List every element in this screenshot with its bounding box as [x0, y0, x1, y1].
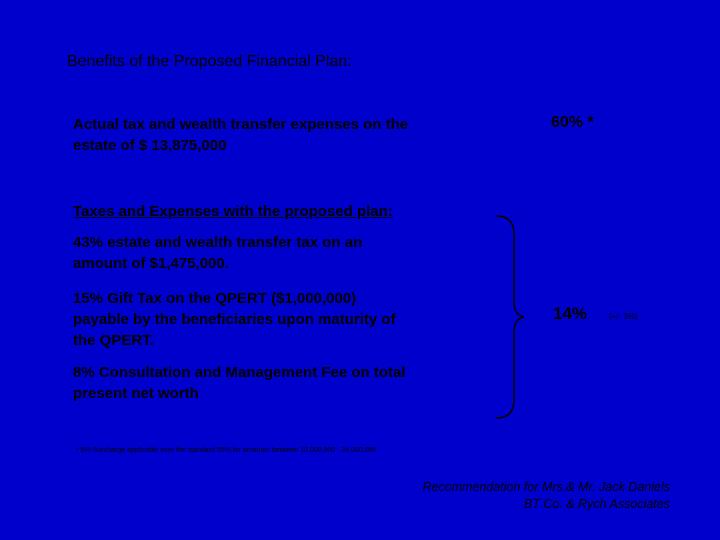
actual-expenses-line-1: Actual tax and wealth transfer expenses on the	[73, 116, 409, 133]
right-brace	[494, 214, 524, 420]
signature-line-2: BT Co. & Rych Associates	[523, 497, 670, 511]
signature	[422, 479, 670, 513]
proposed-heading: Taxes and Expenses with the proposed plan:	[73, 203, 393, 220]
item-gift-tax-line-2: payable by the beneficiaries upon maturity of	[73, 311, 396, 328]
item-consultation-fee-line-1: 8% Consultation and Management Fee on total	[73, 364, 406, 381]
tolerance-note: (+/- 3%)	[609, 312, 638, 321]
actual-expenses-text	[73, 114, 408, 156]
slide-title: Benefits of the Proposed Financial Plan:	[67, 53, 352, 70]
actual-expenses-line-2: estate of $ 13,875,000	[73, 137, 227, 154]
actual-percent: 60% *	[551, 114, 594, 131]
item-gift-tax-line-1: 15% Gift Tax on the QPERT ($1,000,000)	[73, 290, 357, 307]
item-gift-tax	[73, 288, 396, 351]
item-gift-tax-line-3: the QPERT.	[73, 332, 154, 349]
signature-line-1: Recommendation for Mrs.& Mr. Jack Daniels	[422, 480, 670, 494]
item-consultation-fee	[73, 362, 406, 404]
proposed-percent: 14%	[553, 304, 588, 323]
item-estate-tax-line-1: 43% estate and wealth transfer tax on an	[73, 234, 363, 251]
footnote: * 5% Surcharge applicable over the standard 55% for amounts between 10,000,000 - 24,000,000	[76, 447, 377, 454]
item-estate-tax-line-2: amount of $1,475,000.	[73, 255, 229, 272]
item-estate-tax	[73, 232, 362, 274]
item-consultation-fee-line-2: present net worth	[73, 385, 199, 402]
